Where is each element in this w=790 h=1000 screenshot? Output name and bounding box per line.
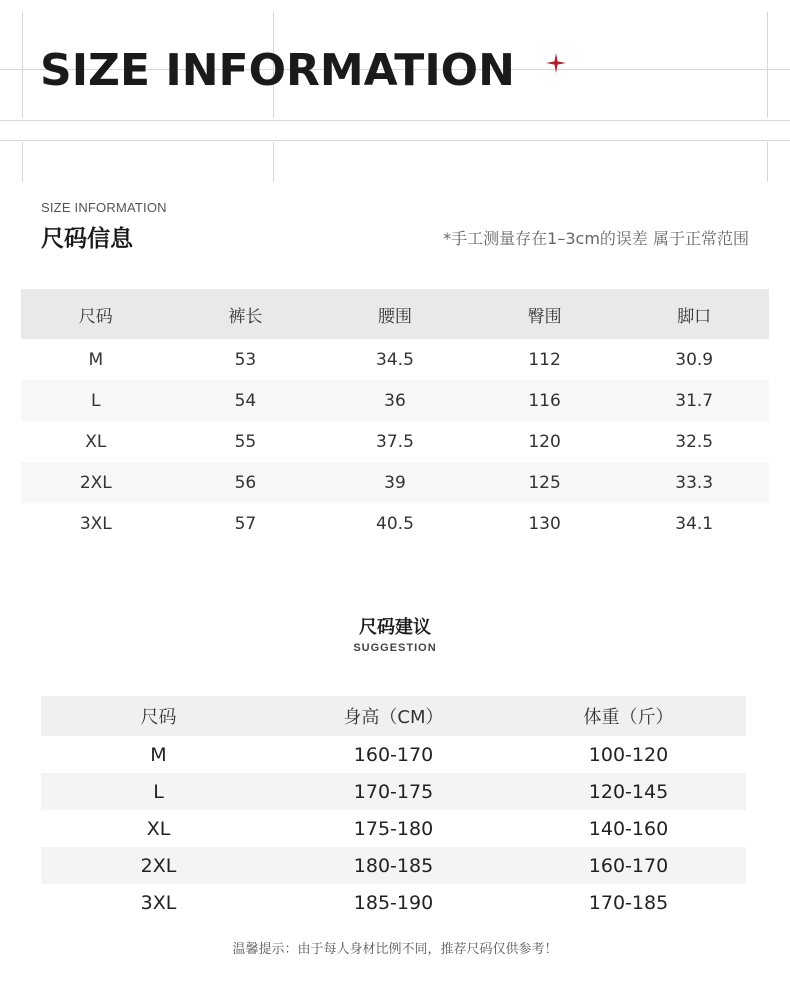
table-cell: 54: [234, 390, 257, 411]
table-cell: 112: [528, 349, 561, 370]
table-cell: XL: [85, 431, 107, 452]
table-cell: 36: [384, 390, 406, 411]
column-header: 尺码: [140, 707, 177, 728]
table-cell: 30.9: [675, 349, 714, 370]
table-cell: 39: [384, 472, 406, 493]
table-cell: L: [91, 390, 101, 411]
banner-title: SIZE INFORMATION: [40, 45, 515, 96]
star-icon: [545, 52, 567, 74]
table-cell: 34.1: [675, 513, 714, 534]
measurement-note: *手工测量存在1–3cm的误差 属于正常范围: [443, 229, 749, 248]
table-row: [21, 421, 769, 462]
table-cell: 56: [234, 472, 257, 493]
table-cell: 170-175: [353, 780, 434, 803]
table-row: [41, 884, 746, 921]
guide-line: [273, 142, 274, 182]
guide-line: [22, 12, 23, 118]
table-row: [21, 339, 769, 380]
table-cell: 100-120: [588, 743, 669, 766]
table-cell: 170-185: [588, 891, 669, 914]
table-cell: 57: [234, 513, 257, 534]
guide-line: [0, 120, 790, 121]
column-header: 体重（斤）: [583, 707, 674, 728]
guide-line: [767, 142, 768, 182]
table-row: [41, 773, 746, 810]
table-cell: XL: [146, 817, 171, 840]
column-header: 腰围: [377, 306, 412, 327]
size-info-table: [21, 289, 769, 544]
table-cell: 53: [234, 349, 257, 370]
table-cell: 185-190: [353, 891, 434, 914]
table-cell: 32.5: [675, 431, 714, 452]
column-header: 裤长: [228, 306, 263, 327]
suggestion-title: 尺码建议: [359, 617, 431, 638]
section-eyebrow: SIZE INFORMATION: [41, 200, 167, 215]
table-header-row: [41, 696, 746, 736]
footnote: 温馨提示：由于每人身材比例不同，推荐尺码仅供参考！: [232, 942, 558, 957]
table-cell: 116: [528, 390, 561, 411]
table-row: [21, 380, 769, 421]
table-cell: 3XL: [79, 513, 112, 534]
table-cell: 125: [528, 472, 561, 493]
table-cell: M: [88, 349, 104, 370]
table-cell: 31.7: [675, 390, 714, 411]
table-cell: 2XL: [79, 472, 112, 493]
guide-line: [22, 142, 23, 182]
table-row: [41, 810, 746, 847]
column-header: 尺码: [78, 306, 113, 327]
guide-line: [0, 140, 790, 141]
table-cell: 40.5: [376, 513, 414, 534]
table-cell: 130: [528, 513, 561, 534]
table-header-row: [21, 289, 769, 339]
suggestion-subtitle: SUGGESTION: [353, 642, 437, 654]
table-cell: 140-160: [588, 817, 669, 840]
table-row: [21, 503, 769, 544]
table-cell: M: [150, 743, 167, 766]
column-header: 身高（CM）: [343, 707, 444, 728]
guide-line: [767, 12, 768, 118]
table-cell: 37.5: [376, 431, 414, 452]
table-cell: L: [153, 780, 164, 803]
column-header: 脚口: [677, 306, 712, 327]
section-title: 尺码信息: [41, 226, 133, 252]
table-cell: 120-145: [588, 780, 669, 803]
table-cell: 34.5: [376, 349, 414, 370]
table-cell: 160-170: [588, 854, 669, 877]
table-cell: 180-185: [353, 854, 434, 877]
column-header: 臀围: [527, 306, 562, 327]
table-row: [21, 462, 769, 503]
table-row: [41, 736, 746, 773]
table-cell: 120: [528, 431, 561, 452]
table-cell: 160-170: [353, 743, 434, 766]
table-cell: 2XL: [140, 854, 177, 877]
table-cell: 175-180: [353, 817, 434, 840]
table-cell: 3XL: [140, 891, 177, 914]
table-cell: 33.3: [675, 472, 714, 493]
table-cell: 55: [234, 431, 257, 452]
size-suggestion-table: [41, 696, 746, 921]
table-row: [41, 847, 746, 884]
